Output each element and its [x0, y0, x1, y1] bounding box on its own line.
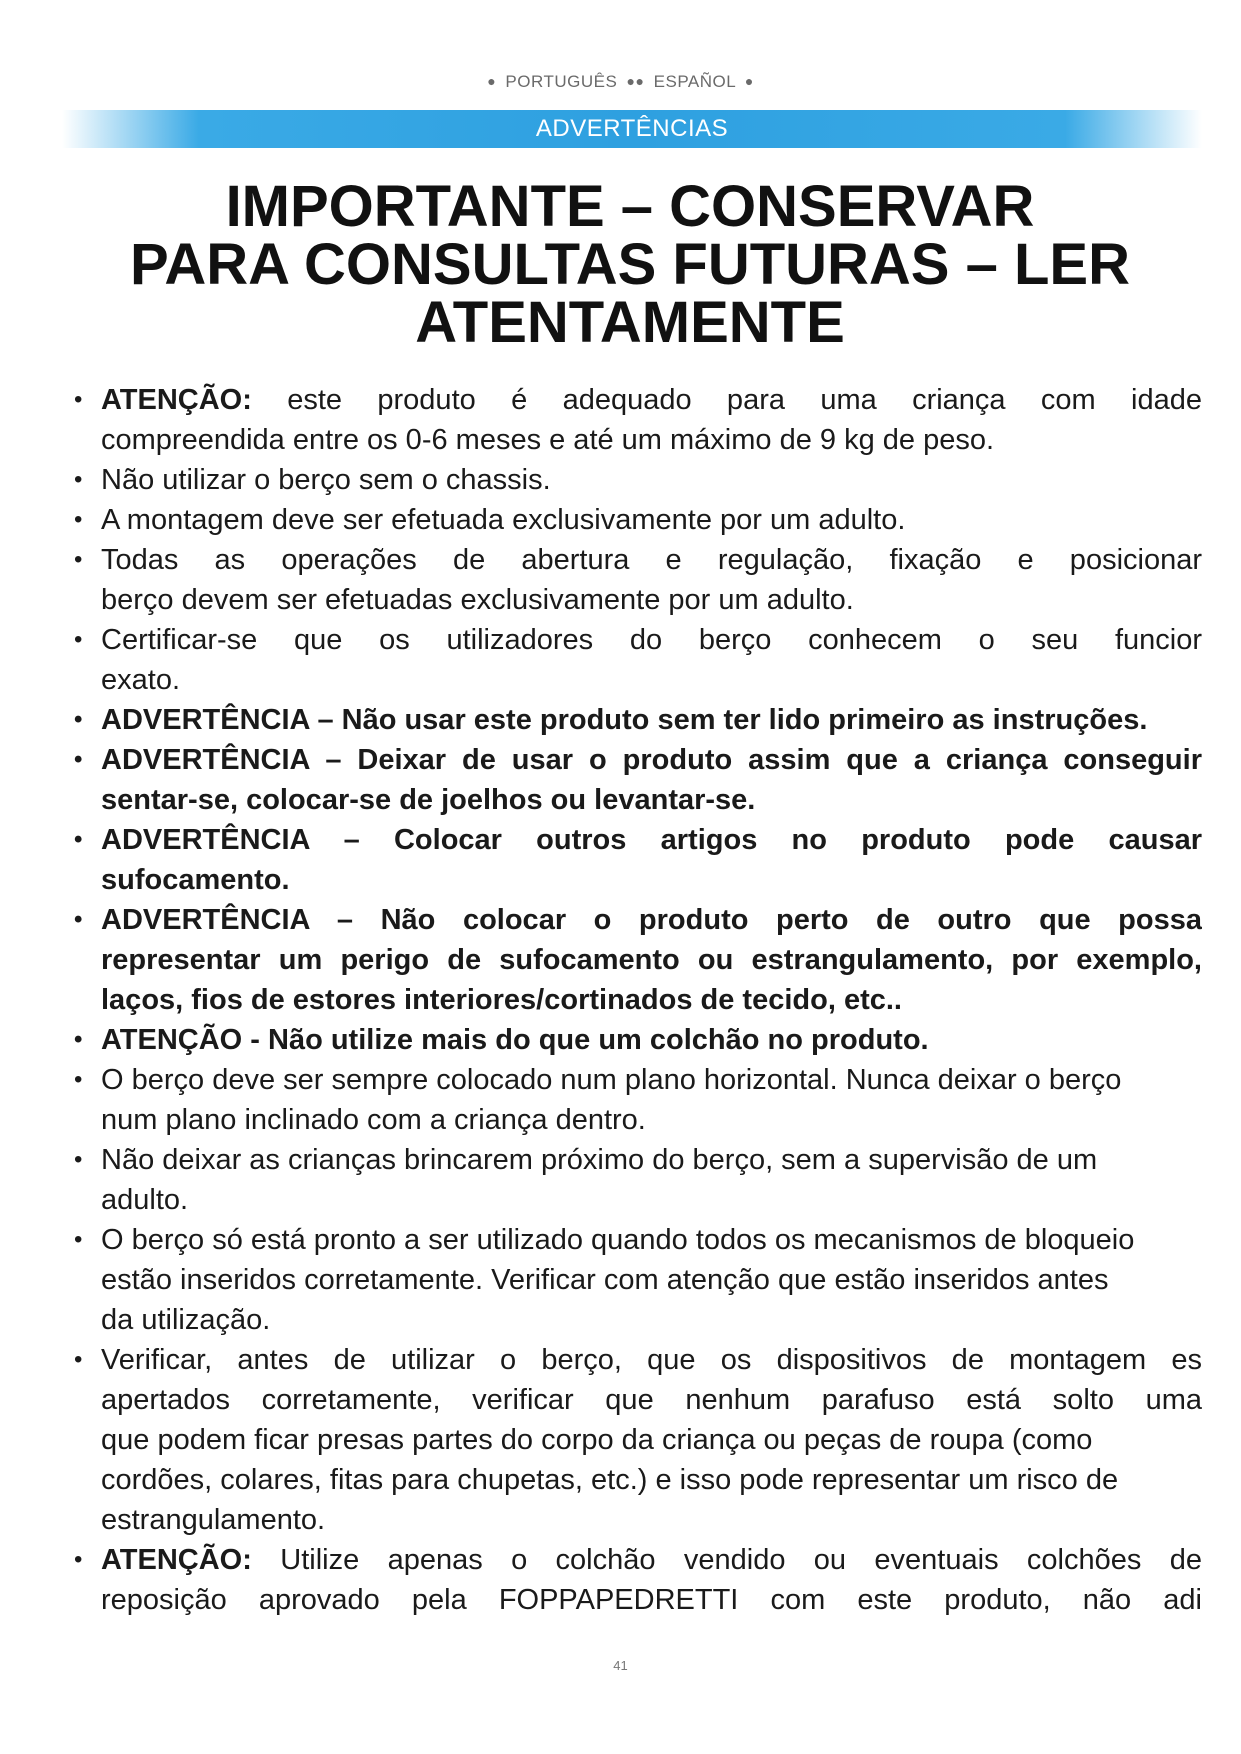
page-title — [80, 174, 1180, 355]
warning-item: • ATENÇÃO: este produto é adequado para uma criança com idade compreendida entre os 0-6 meses e até um máximo de 9 kg de peso. — [72, 380, 1202, 460]
warning-list — [72, 380, 1202, 1620]
warning-item: • ADVERTÊNCIA – Não colocar o produto perto de outro que possa representar um perigo de sufocamento ou estrangulamento, por exemplo, laços, fios de estores interiores/cortinados de tecido, etc.. — [72, 900, 1202, 1020]
warning-item: • Verificar, antes de utilizar o berço, que os dispositivos de montagem es apertados corretamente, verificar que nenhum parafuso está solto uma que podem ficar presas partes do corpo da criança ou peças de roupa (como cordões, colares, fitas para chupetas, etc.) e isso pode representar um risco de estrangulamento. — [72, 1340, 1202, 1540]
section-title: ADVERTÊNCIAS — [535, 115, 729, 142]
warning-item: • O berço só está pronto a ser utilizado quando todos os mecanismos de bloqueio estão inseridos corretamente. Verificar com atenção que estão inseridos antes da utilização. — [72, 1220, 1202, 1340]
warning-item: • O berço deve ser sempre colocado num plano horizontal. Nunca deixar o berço num plano inclinado com a criança dentro. — [72, 1060, 1202, 1140]
warning-item: • Não deixar as crianças brincarem próximo do berço, sem a supervisão de um adulto. — [72, 1140, 1202, 1220]
warning-item: • ATENÇÃO: Utilize apenas o colchão vendido ou eventuais colchões de reposição aprovado pela FOPPAPEDRETTI com este produto, não adi — [72, 1540, 1202, 1620]
language-indicator — [0, 72, 1241, 92]
warning-item: • ADVERTÊNCIA – Colocar outros artigos no produto pode causar sufocamento. — [72, 820, 1202, 900]
language-portuguese: PORTUGUÊS — [505, 72, 618, 91]
bullet-icon: ●● — [626, 73, 645, 89]
bullet-icon: ● — [487, 73, 497, 89]
warning-item: • Certificar-se que os utilizadores do berço conhecem o seu funcior exato. — [72, 620, 1202, 700]
title-line: PARA CONSULTAS FUTURAS – LER — [130, 232, 1130, 297]
title-line: IMPORTANTE – CONSERVAR — [225, 174, 1035, 239]
warning-label: ATENÇÃO: — [101, 384, 252, 416]
warning-item: • ATENÇÃO - Não utilize mais do que um colchão no produto. — [72, 1020, 1202, 1060]
warning-item: • ADVERTÊNCIA – Deixar de usar o produto assim que a criança conseguir sentar-se, colocar-se de joelhos ou levantar-se. — [72, 740, 1202, 820]
title-line: ATENTAMENTE — [415, 290, 845, 355]
section-banner — [62, 110, 1202, 148]
language-spanish: ESPAÑOL — [653, 72, 736, 91]
warning-item: • Todas as operações de abertura e regulação, fixação e posicionar berço devem ser efetuadas exclusivamente por um adulto. — [72, 540, 1202, 620]
warning-item: • ADVERTÊNCIA – Não usar este produto sem ter lido primeiro as instruções. — [72, 700, 1202, 740]
page-number: 41 — [613, 1658, 628, 1673]
warning-item: • A montagem deve ser efetuada exclusivamente por um adulto. — [72, 500, 1202, 540]
warning-label: ATENÇÃO: — [101, 1544, 252, 1576]
warning-item: • Não utilizar o berço sem o chassis. — [72, 460, 1202, 500]
bullet-icon: ● — [744, 73, 754, 89]
